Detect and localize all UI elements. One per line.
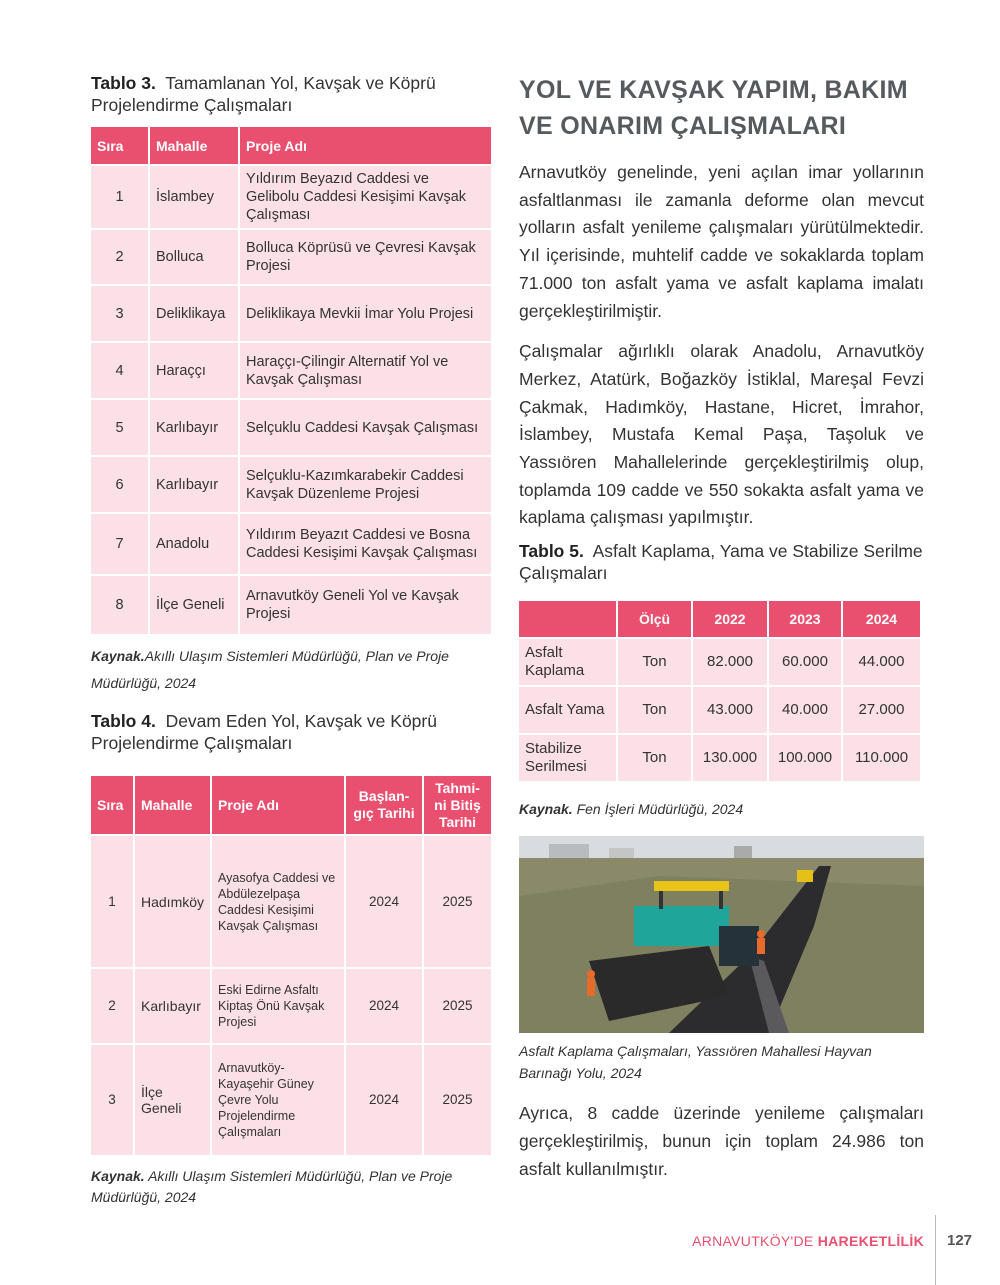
table3-cell-proje: Deliklikaya Mevkii İmar Yolu Projesi (240, 286, 491, 341)
table5-cell-2024: 110.000 (843, 735, 920, 781)
table5-caption (519, 540, 924, 584)
table3-cell-proje: Selçuklu-Kazımkarabekir Caddesi Kavşak Düzenleme Projesi (240, 457, 491, 512)
table5-cell-label: Asfalt Yama (519, 687, 616, 733)
table5-cell-2023: 100.000 (769, 735, 841, 781)
table3-cell-proje: Haraççı-Çilingir Alternatif Yol ve Kavşak Çalışması (240, 343, 491, 398)
table4-cell-baslangic: 2024 (346, 1045, 422, 1155)
table3-cell-no: 1 (91, 166, 148, 228)
table5-cell-olcu: Ton (618, 687, 691, 733)
table4-header-proje: Proje Adı (212, 776, 344, 834)
table-row (519, 687, 920, 733)
table3-caption-text: Tamamlanan Yol, Kavşak ve Köprü Projelendirme Çalışmaları (91, 73, 436, 115)
table5-cell-2024: 44.000 (843, 639, 920, 685)
table-row (91, 1045, 491, 1155)
table3-cell-mahalle: Karlıbayır (150, 400, 238, 455)
table3-cell-proje: Yıldırım Beyazıd Caddesi ve Gelibolu Caddesi Kesişimi Kavşak Çalışması (240, 166, 491, 228)
table3-cell-mahalle: Deliklikaya (150, 286, 238, 341)
table3-cell-no: 4 (91, 343, 148, 398)
photo-caption: Asfalt Kaplama Çalışmaları, Yassıören Mahallesi Hayvan Barınağı Yolu, 2024 (519, 1043, 872, 1082)
table4-cell-bitis: 2025 (424, 836, 491, 967)
table5-cell-2022: 82.000 (693, 639, 767, 685)
table3-caption (91, 72, 495, 116)
table3-cell-no: 3 (91, 286, 148, 341)
table4-cell-mahalle: Karlıbayır (135, 969, 210, 1043)
footer-title (692, 1233, 924, 1249)
table3-source (91, 643, 495, 697)
table5-cell-olcu: Ton (618, 735, 691, 781)
paragraph-2: Çalışmalar ağırlıklı olarak Anadolu, Arnavutköy Merkez, Atatürk, Boğazköy İstiklal, Mareşal Fevzi Çakmak, Hadımköy, Hastane, Hicret, İmrahor, İslambey, Mustafa Kemal Paşa, Taşoluk ve Yassıören Mahallelerinde gerçekleştirilmiş olup, toplamda 109 cadde ve 550 sokakta asfalt yama ve kaplama çalışması yapılmıştır. (519, 341, 924, 528)
table5-cell-2022: 43.000 (693, 687, 767, 733)
table5-header-row (519, 601, 920, 637)
table4-cell-proje: Eski Edirne Asfaltı Kiptaş Önü Kavşak Projesi (212, 969, 344, 1043)
table4-cell-no: 2 (91, 969, 133, 1043)
table3-header-proje: Proje Adı (240, 127, 491, 164)
table3-cell-proje: Selçuklu Caddesi Kavşak Çalışması (240, 400, 491, 455)
table4-header-baslangic: Başlan-gıç Tarihi (346, 776, 422, 834)
table4-caption-text: Devam Eden Yol, Kavşak ve Köprü Projelendirme Çalışmaları (91, 711, 437, 753)
table4-source-label: Kaynak. (91, 1168, 145, 1184)
table3-cell-no: 5 (91, 400, 148, 455)
table5-cell-2023: 40.000 (769, 687, 841, 733)
table5-header-2024: 2024 (843, 601, 920, 637)
table4-cell-baslangic: 2024 (346, 836, 422, 967)
table3-cell-mahalle: Anadolu (150, 514, 238, 574)
table5 (517, 599, 922, 783)
table4-cell-no: 1 (91, 836, 133, 967)
paragraph-3: Ayrıca, 8 cadde üzerinde yenileme çalışmaları gerçekleştirilmiş, bunun için toplam 24.986 ton asfalt kullanılmıştır. (519, 1103, 924, 1179)
table4 (89, 774, 493, 1157)
table3-cell-mahalle: Haraççı (150, 343, 238, 398)
table3-cell-proje: Yıldırım Beyazıt Caddesi ve Bosna Caddesi Kesişimi Kavşak Çalışması (240, 514, 491, 574)
table3-cell-proje: Bolluca Köprüsü ve Çevresi Kavşak Projesi (240, 230, 491, 284)
table4-header-row (91, 776, 491, 834)
table-row (91, 343, 491, 398)
table4-cell-mahalle: Hadımköy (135, 836, 210, 967)
table5-caption-label: Tablo 5. (519, 541, 584, 562)
table3-cell-no: 8 (91, 576, 148, 634)
table-row (91, 457, 491, 512)
table-row (519, 639, 920, 685)
table5-caption-text: Asfalt Kaplama, Yama ve Stabilize Serilme Çalışmaları (519, 541, 923, 584)
table3-header-sira: Sıra (91, 127, 148, 164)
table4-source-text: Akıllı Ulaşım Sistemleri Müdürlüğü, Plan ve Proje Müdürlüğü, 2024 (91, 1168, 453, 1205)
table3-cell-no: 2 (91, 230, 148, 284)
table4-header-bitis: Tahmi-ni Bitiş Tarihi (424, 776, 491, 834)
table-row (519, 735, 920, 781)
table5-cell-olcu: Ton (618, 639, 691, 685)
table3-header-mahalle: Mahalle (150, 127, 238, 164)
table4-header-sira: Sıra (91, 776, 133, 834)
table-row (91, 514, 491, 574)
table4-cell-baslangic: 2024 (346, 969, 422, 1043)
table5-source-label: Kaynak. (519, 801, 573, 818)
footer-divider (935, 1215, 936, 1285)
table-row (91, 230, 491, 284)
table3-cell-mahalle: İlçe Geneli (150, 576, 238, 634)
table4-cell-bitis: 2025 (424, 1045, 491, 1155)
footer-prefix: ARNAVUTKÖY'DE (692, 1233, 818, 1249)
photo-illustration (519, 836, 924, 1033)
table3-caption-label: Tablo 3. (91, 73, 156, 93)
table-row (91, 969, 491, 1043)
table4-cell-proje: Arnavutköy-Kayaşehir Güney Çevre Yolu Projelendirme Çalışmaları (212, 1045, 344, 1155)
table3-cell-no: 6 (91, 457, 148, 512)
left-column (91, 72, 495, 1208)
table4-cell-proje: Ayasofya Caddesi ve Abdülezelpaşa Caddesi Kesişimi Kavşak Çalışması (212, 836, 344, 967)
table4-cell-mahalle: İlçe Geneli (135, 1045, 210, 1155)
right-column (519, 72, 924, 1183)
table5-cell-2024: 27.000 (843, 687, 920, 733)
table5-source (519, 796, 924, 823)
table5-cell-label: Asfalt Kaplama (519, 639, 616, 685)
table4-header-mahalle: Mahalle (135, 776, 210, 834)
table-row (91, 286, 491, 341)
table4-cell-bitis: 2025 (424, 969, 491, 1043)
table3-cell-proje: Arnavutköy Geneli Yol ve Kavşak Projesi (240, 576, 491, 634)
table4-source (91, 1166, 495, 1208)
asphalt-paving-photo (519, 836, 924, 1033)
table5-cell-label: Stabilize Serilmesi (519, 735, 616, 781)
footer-bold: HAREKETLİLİK (817, 1233, 924, 1249)
table-row (91, 166, 491, 228)
table3-cell-no: 7 (91, 514, 148, 574)
table3-header-row (91, 127, 491, 164)
table5-source-text: Fen İşleri Müdürlüğü, 2024 (576, 801, 744, 818)
table3-cell-mahalle: Bolluca (150, 230, 238, 284)
table5-cell-2022: 130.000 (693, 735, 767, 781)
table5-header-2023: 2023 (769, 601, 841, 637)
table4-cell-no: 3 (91, 1045, 133, 1155)
paragraph-1: Arnavutköy genelinde, yeni açılan imar yollarının asfaltlanması ile zamanla deforme olan mevcut yolların asfalt yenileme çalışmaları yürütülmektedir. Yıl içerisinde, muhtelif cadde ve sokaklarda toplam 71.000 ton asfalt yama ve asfalt kaplama imalatı gerçekleştirilmiştir. (519, 162, 924, 321)
page-number: 127 (947, 1232, 973, 1249)
table-row (91, 576, 491, 634)
table3-source-text: Akıllı Ulaşım Sistemleri Müdürlüğü, Plan ve Proje Müdürlüğü, 2024 (91, 648, 449, 691)
table5-header-empty (519, 601, 616, 637)
table3-cell-mahalle: Karlıbayır (150, 457, 238, 512)
table-row (91, 836, 491, 967)
table3-cell-mahalle: İslambey (150, 166, 238, 228)
table3 (89, 125, 493, 636)
table-row (91, 400, 491, 455)
table5-cell-2023: 60.000 (769, 639, 841, 685)
table5-header-2022: 2022 (693, 601, 767, 637)
table4-caption-label: Tablo 4. (91, 711, 156, 731)
table4-caption (91, 710, 495, 754)
table5-header-olcu: Ölçü (618, 601, 691, 637)
table3-source-label: Kaynak. (91, 648, 145, 664)
section-heading: YOL VE KAVŞAK YAPIM, BAKIM VE ONARIM ÇALIŞMALARI (519, 76, 908, 140)
